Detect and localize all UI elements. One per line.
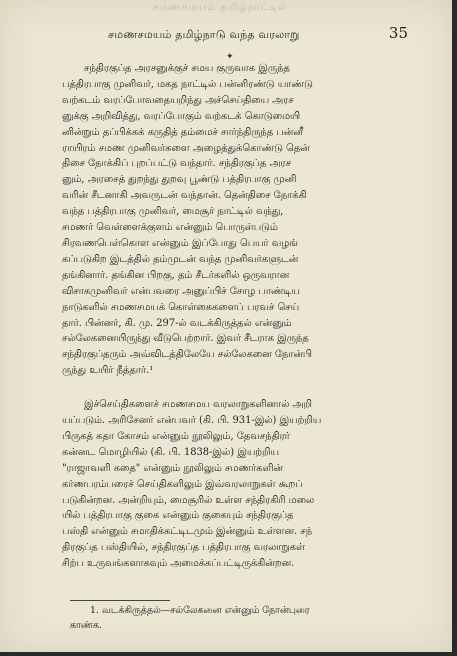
text-line: ருந்து உயிர் நீத்தார்.¹ bbox=[62, 365, 154, 377]
text-line: சல்லேகனையிருந்து வீடுபெற்றார். இவர் சீடராக இருந்த bbox=[62, 333, 309, 345]
text-line: பத்திரபாகு முனிவர், மகத நாட்டில் பன்னிரண்டு யாண்டு bbox=[62, 78, 313, 90]
footnote-line: 1. வடக்கிருத்தல்—சல்லேகனை என்னும் நோன்புரை bbox=[90, 605, 310, 616]
text-line: சமணர் வெள்ளைக்குளம் என்னும் பொருள்படும் bbox=[62, 222, 278, 234]
text-line: ராயிரம் சமண முனிவர்களை அழைத்துக்கொண்டு தென் bbox=[62, 142, 310, 154]
text-line: பஸ்தி என்னும் சமாதிக்கட்டிடமும் இன்னும் உள்ளன. சந் bbox=[62, 526, 313, 538]
text-line: பிருகத் கதா கோசம் என்னும் நூலிலும், தேவசந்திரர் bbox=[62, 430, 290, 442]
text-line: விசாகமுனிவர் என்பவரை அனுப்பிச் சோழ பாண்டிய bbox=[62, 285, 300, 297]
text-line: னின்றும் தப்பிக்கக் கருதித் தம்மைச் சார்ந்திருந்த பன்னீ bbox=[62, 126, 303, 138]
text-line: தார். பின்னர், கி. மு. 297-ல் வடக்கிருத்தல் என்னும் bbox=[62, 317, 292, 329]
text-line: நாடுகளில் சமணசமயக் கொள்கைகளைப் பரவச் செய் bbox=[62, 301, 300, 313]
text-line: யில் பத்திரபாகு குகை என்னும் குகையும் சந்திரகுப்த bbox=[62, 510, 294, 522]
footnote-line: காண்க. bbox=[70, 620, 102, 631]
text-line: கன்னட மொழியில் (கி. பி. 1838-இல்) இயற்றிய bbox=[62, 446, 279, 458]
text-line: னுக்கு அறிவித்து, வரப்போகும் வற்கடக் கொடுமையி bbox=[62, 110, 301, 122]
ornament-mark: ✦ bbox=[226, 52, 234, 62]
text-line: வற்கடம் வரப்போவதையறிந்து அச்செய்தியை அரச bbox=[62, 94, 294, 106]
text-line: படுகின்றன. அன்றியும், மைசூரில் உள்ள சந்திரகிரி மலை bbox=[62, 494, 315, 506]
running-header: சமணசமயம் தமிழ்நாடு வந்த வரலாறு bbox=[108, 28, 300, 41]
text-line: சிரவணபெள்கொள என்னும் இப்போது பெயர் வழங் bbox=[62, 237, 298, 249]
text-line: இச்செய்திகளைச் சமணசமய வரலாறுகளினால் அறி bbox=[84, 399, 312, 411]
text-line: தங்கினார். தங்கின பிறகு, தம் சீடர்களில் ஒருவரான bbox=[62, 269, 290, 281]
paragraph-gap bbox=[62, 379, 427, 397]
text-line: சிற்ப உருவங்களாகவும் அமைக்கப்பட்டிருக்கின்றன. bbox=[62, 558, 295, 570]
text-line: "ராஜாவளி கதை" என்னும் நூலிலும் சமணர்களின் bbox=[62, 462, 283, 474]
page-number: 35 bbox=[388, 24, 408, 42]
text-line: வரின் சீடனாகி அவருடன் வந்தான். தென்திசை நோக்கி bbox=[62, 190, 307, 202]
body-text bbox=[62, 61, 427, 572]
text-line: வந்த பத்திரபாகு முனிவர், மைசூர் நாட்டில் வந்து, bbox=[62, 206, 284, 218]
footnote-rule bbox=[70, 600, 170, 601]
text-line: கர்ணபரம்பரைச் செய்திகளிலும் இவ்வரலாறுகள் கூறப் bbox=[62, 478, 303, 490]
text-line: கப்படுகிற இடத்தில் தம்முடன் வந்த முனிவர்களுடன் bbox=[62, 253, 299, 265]
paragraph-2 bbox=[62, 397, 427, 572]
text-line: திரகுப்த பஸ்தியில், சந்திரகுப்த பத்திரபாகு வரலாறுகள் bbox=[62, 542, 305, 554]
text-line: சந்திரகுப்தரும் அவ்விடத்திலேயே சல்லேகனை நோன்பி bbox=[62, 349, 312, 361]
text-line: னும், அரசைத் துறந்து துறவு பூண்டு பத்திரபாகு முனி bbox=[62, 174, 297, 186]
paragraph-1 bbox=[62, 61, 427, 379]
text-line: திசை நோக்கிப் புறப்பட்டு வந்தார். சந்திரகுப்த அரச bbox=[62, 158, 292, 170]
footnote bbox=[70, 603, 428, 633]
text-line: சந்திரகுப்த அரசனுக்குச் சமய குருவாக இருந்த bbox=[84, 63, 290, 74]
text-line: யப்படும். அரிசேனர் என்பவர் (கி. பி. 931-இல்) இயற்றிய bbox=[62, 415, 322, 427]
bleed-through-text: சமணசமயம் தமிழ்நாட்டில் bbox=[152, 2, 288, 13]
